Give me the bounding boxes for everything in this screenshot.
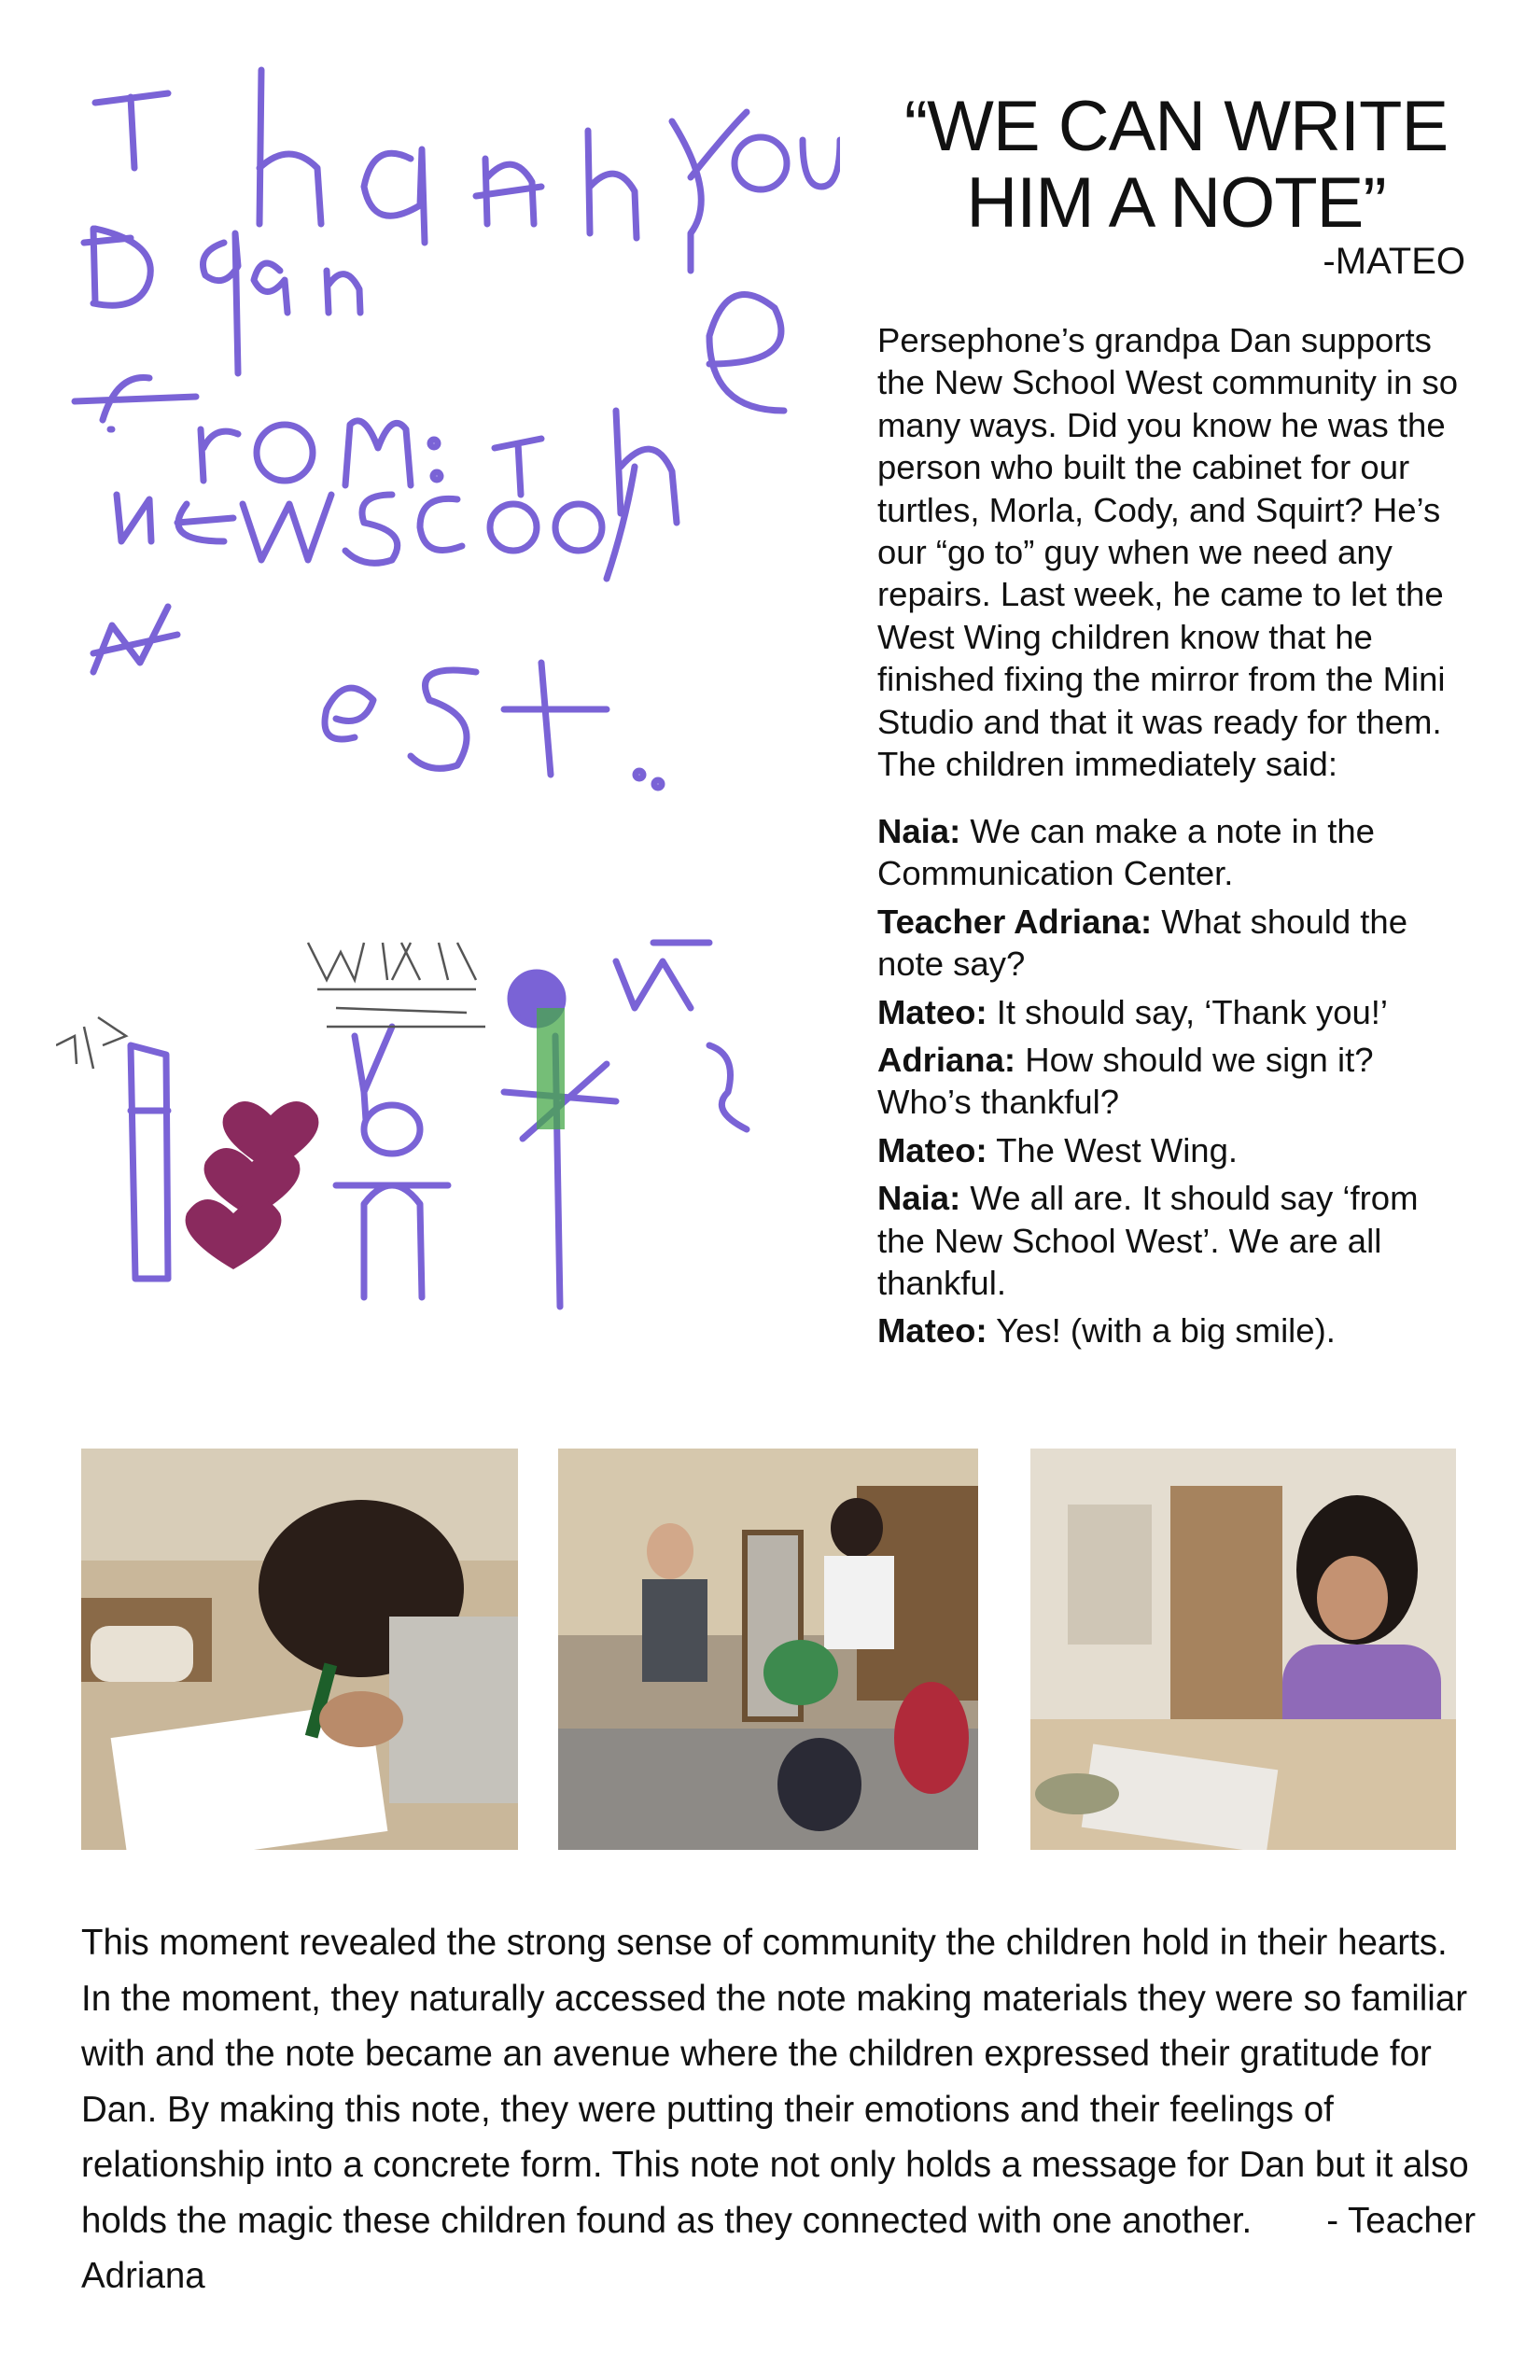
handwritten-note-drawing <box>37 56 840 821</box>
dialogue-text: Yes! (with a big smile). <box>987 1311 1336 1351</box>
dialogue-line <box>877 810 1475 895</box>
dialogue-text: The West Wing. <box>987 1130 1239 1169</box>
speaker-name: Adriana: <box>877 1041 1016 1080</box>
reflection-signature: - Teacher Adriana <box>81 2200 1477 2296</box>
speaker-name: Mateo: <box>877 1311 987 1351</box>
quote-line-1: “WE CAN WRITE <box>903 87 1449 166</box>
dialogue-line <box>877 1039 1475 1124</box>
dialogue-line <box>877 1309 1475 1351</box>
quote-line-2: HIM A NOTE” <box>966 163 1386 243</box>
speaker-name: Naia: <box>877 1179 961 1218</box>
speaker-name: Mateo: <box>877 992 987 1031</box>
dialogue-text: We all are. It should say ‘from the New School West’. We are all thankful. <box>877 1179 1419 1303</box>
reflection-paragraph <box>81 1915 1481 2304</box>
dialogue-line <box>877 1177 1475 1304</box>
dialogue-text: How should we sign it? Who’s thankful? <box>877 1041 1374 1122</box>
dialogue-line <box>877 1129 1475 1171</box>
children-drawing <box>56 905 821 1335</box>
dialogue-text: What should the note say? <box>877 902 1408 984</box>
intro-paragraph: Persephone’s grandpa Dan supports the New School West community in so many ways. Did you know he was the person who built the cabinet for our turtles, Morla, Cody, and Squirt? He’s our “go to” guy when we need any repairs. Last week, he came to let the West Wing children know that he finished fixing the mirror from the Mini Studio and that it was ready for them. The children immediately said: <box>877 321 1459 784</box>
quote-attribution: -MATEO <box>1323 241 1465 282</box>
photo-girl-at-table <box>1030 1449 1456 1850</box>
speaker-name: Teacher Adriana: <box>877 902 1153 941</box>
dialogue-text: We can make a note in the Communication Center. <box>877 812 1375 893</box>
dialogue-line <box>877 991 1475 1033</box>
dialogue-line <box>877 901 1475 986</box>
photo-dan-with-mirror <box>558 1449 978 1850</box>
photo-boy-writing-note <box>81 1449 518 1850</box>
speaker-name: Mateo: <box>877 1130 987 1169</box>
dialogue-list <box>877 810 1475 1358</box>
speaker-name: Naia: <box>877 812 961 850</box>
quote-heading <box>877 89 1475 242</box>
reflection-text: This moment revealed the strong sense of community the children hold in their hearts. In the moment, they naturally accessed the note making materials they were so familiar with and the note became an avenue where the children expressed their gratitude for Dan. By making this note, they were putting their emotions and their feelings of relationship into a concrete form. This note not only holds a message for Dan but it also holds the magic these children found as they connected with one another. <box>81 1923 1469 2241</box>
dialogue-text: It should say, ‘Thank you!’ <box>987 992 1389 1031</box>
